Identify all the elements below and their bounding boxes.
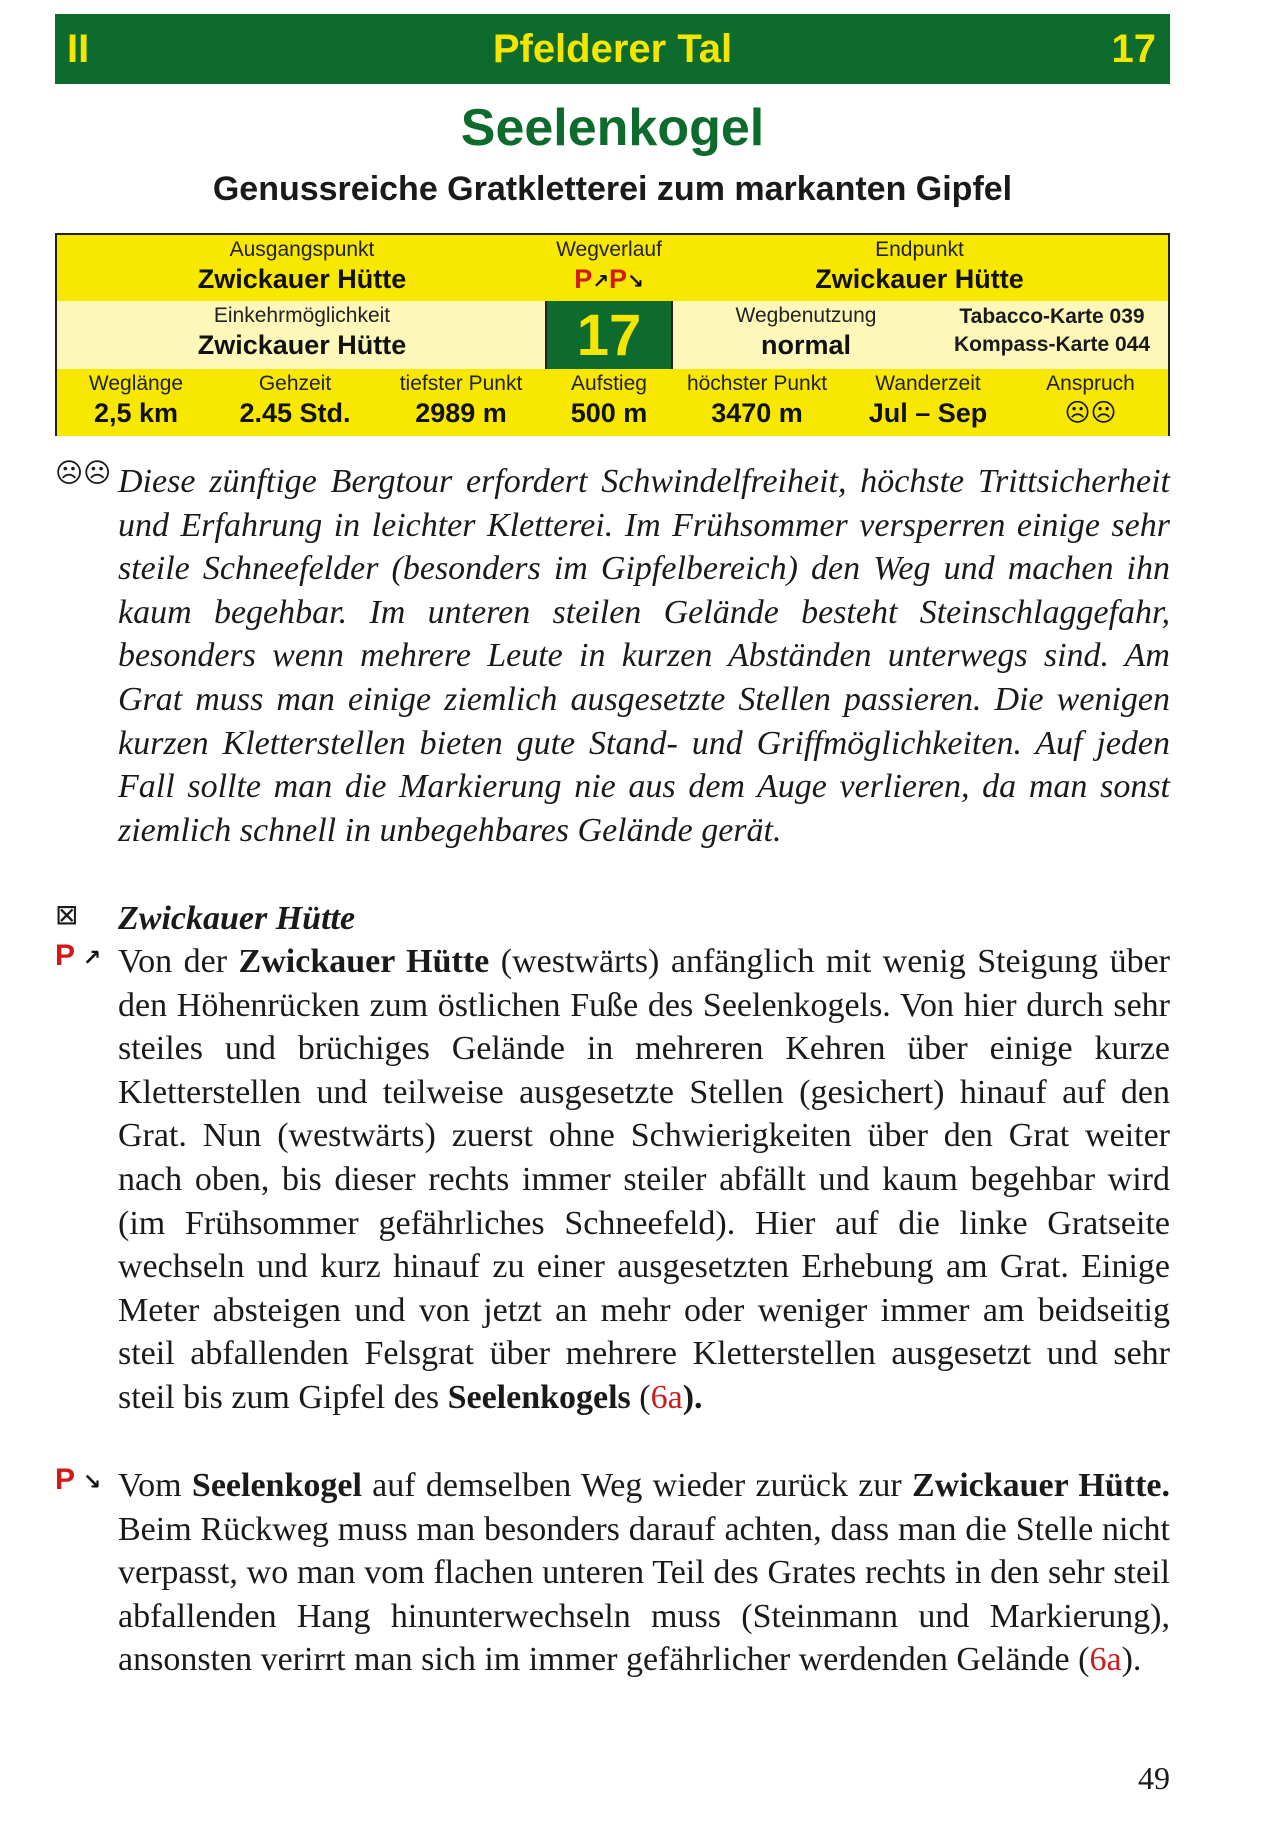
stat-value: 2989 m xyxy=(415,398,507,428)
stat-label: Aufstieg xyxy=(571,372,647,395)
page-subtitle: Genussreiche Gratkletterei zum markanten Gipfel xyxy=(212,170,1013,208)
stat-value: Jul – Sep xyxy=(868,398,988,428)
parking-icon: P xyxy=(55,1463,75,1496)
descent-marker xyxy=(55,1463,101,1497)
stat-highest-point xyxy=(671,369,843,436)
text-run: Beim Rückweg muss man besonders darauf achten, dass man die Stelle nicht verpasst, wo man vom flachen unteren Teil des Grates rechts in den sehr steil abfallenden Hang hinunterwechseln muss (Steinmann und Markierung), ansonsten verirrt man sich im immer gefährlicher werdenden Gelände ( xyxy=(118,1510,1170,1679)
text-run: Von der xyxy=(118,943,239,980)
photo-reference: 6a xyxy=(1089,1641,1122,1679)
stat-label: Weglänge xyxy=(88,372,184,395)
stat-label: Wanderzeit xyxy=(875,372,981,395)
text-run: Vom xyxy=(118,1467,192,1504)
hut-name: Zwickauer Hütte. xyxy=(911,1467,1170,1504)
path-usage-value: normal xyxy=(760,330,852,360)
stat-season xyxy=(843,369,1013,436)
map-references xyxy=(937,301,1167,369)
arrow-down-right-icon: ↘ xyxy=(82,1469,102,1494)
descent-paragraph xyxy=(118,1464,1170,1682)
map-reference-tabacco: Tabacco-Karte 039 xyxy=(959,305,1145,328)
info-row-stats xyxy=(57,369,1168,436)
parking-icon: P xyxy=(574,264,593,294)
stat-length xyxy=(57,369,215,436)
warning-paragraph: Diese zünftige Bergtour erfordert Schwindelfreiheit, höchste Trittsicherheit und Erfahrung in leichter Kletterei. Im Frühsommer versperren einige sehr steile Schneefelder (besonders im Gipfelbereich) den Weg und machen ihn kaum begehbar. Im unteren steilen Gelände besteht Steinschlaggefahr, besonders wenn mehrere Leute in kurzen Abständen unterwegs sind. Am Grat muss man einige ziemlich ausgesetzte Stellen passieren. Die wenigen kurzen Kletterstellen bieten gute Stand- und Griffmöglichkeiten. Auf jeden Fall sollte man die Markierung nie aus dem Auge verlieren, da man sonst ziemlich schnell in unbegehbares Gelände gerät. xyxy=(118,463,1170,849)
text-run: ( xyxy=(630,1378,651,1416)
tour-number: 17 xyxy=(1111,26,1156,71)
info-row-details xyxy=(57,301,1168,371)
page-number: 49 xyxy=(1138,1760,1170,1796)
text-run: ). xyxy=(1121,1641,1142,1679)
text-run: auf demselben Weg wieder zurück zur xyxy=(361,1467,912,1504)
stat-ascent xyxy=(547,369,671,436)
section-number: II xyxy=(67,26,90,71)
summit-name: Seelenkogels xyxy=(447,1378,631,1416)
stat-label: Gehzeit xyxy=(258,372,332,395)
path-usage-label: Wegbenutzung xyxy=(735,304,877,327)
route-type-value xyxy=(547,264,671,295)
stat-value: 2,5 km xyxy=(93,398,179,428)
summit-name: Seelenkogel xyxy=(191,1467,362,1504)
info-row-route xyxy=(57,235,1168,303)
text-run: ). xyxy=(682,1378,703,1416)
arrow-down-right-icon: ↘ xyxy=(627,271,644,293)
stat-value: 3470 m xyxy=(711,398,803,428)
end-point-cell xyxy=(671,235,1168,301)
end-point-value: Zwickauer Hütte xyxy=(815,264,1024,294)
route-type-label: Wegverlauf xyxy=(556,238,662,261)
page-title: Seelenkogel xyxy=(460,99,765,157)
start-point-icon: ⊠ xyxy=(55,899,79,930)
stat-label: Anspruch xyxy=(1046,372,1135,395)
start-point-label: Ausgangspunkt xyxy=(229,238,375,261)
tour-number-badge: 17 xyxy=(547,301,671,369)
chapter-header-bar xyxy=(55,14,1170,84)
parking-icon: P xyxy=(609,264,628,294)
difficulty-icon: ☹☹ xyxy=(1064,399,1117,427)
stat-lowest-point xyxy=(375,369,547,436)
stat-label: höchster Punkt xyxy=(686,372,828,395)
path-usage-cell xyxy=(673,301,939,369)
hut-name: Zwickauer Hütte xyxy=(238,943,490,980)
text-run: (westwärts) anfänglich mit wenig Steigung über den Höhenrücken zum östlichen Fuße des Seelenkogels. Von hier durch sehr steiles und brüchiges Gelände in mehreren Kehren über einige kurze Kletterstellen und teilweise ausgesetzte Stellen (gesichert) hinauf auf den Grat. Nun (westwärts) zuerst ohne Schwierigkeiten über den Grat weiter nach oben, bis dieser rechts immer steiler abfällt und kaum begehbar wird (im Frühsommer gefährliches Schneefeld). Hier auf die linke Gratseite wechseln und kurz hinauf zu einer ausgesetzten Erhebung am Grat. Einige Meter absteigen und von jetzt an mehr oder weniger immer am beidseitig steil abfallenden Felsgrat über mehrere Kletterstellen ausgesetzt und sehr steil bis zum Gipfel des xyxy=(118,943,1170,1416)
stat-difficulty xyxy=(1013,369,1168,436)
ascent-marker xyxy=(55,939,101,973)
start-point-cell xyxy=(57,235,547,301)
start-point-heading: Zwickauer Hütte xyxy=(118,900,356,937)
refreshment-cell xyxy=(57,301,547,369)
stat-duration xyxy=(215,369,375,436)
stat-value: 2.45 Std. xyxy=(239,398,351,428)
parking-icon: P xyxy=(55,939,75,972)
arrow-up-right-icon: ↗ xyxy=(82,945,102,970)
region-title: Pfelderer Tal xyxy=(492,26,733,71)
map-reference-kompass: Kompass-Karte 044 xyxy=(953,333,1151,356)
tour-info-table xyxy=(55,233,1170,436)
route-type-cell xyxy=(547,235,671,301)
refreshment-value: Zwickauer Hütte xyxy=(197,330,407,360)
arrow-up-right-icon: ↗ xyxy=(592,271,609,293)
refreshment-label: Einkehrmöglichkeit xyxy=(213,304,391,327)
ascent-paragraph xyxy=(118,940,1170,1420)
difficulty-icon: ☹☹ xyxy=(55,458,112,488)
start-point-value: Zwickauer Hütte xyxy=(197,264,407,294)
stat-label: tiefster Punkt xyxy=(399,372,523,395)
stat-value: 500 m xyxy=(570,398,648,428)
photo-reference: 6a xyxy=(650,1378,683,1416)
end-point-label: Endpunkt xyxy=(875,238,964,261)
